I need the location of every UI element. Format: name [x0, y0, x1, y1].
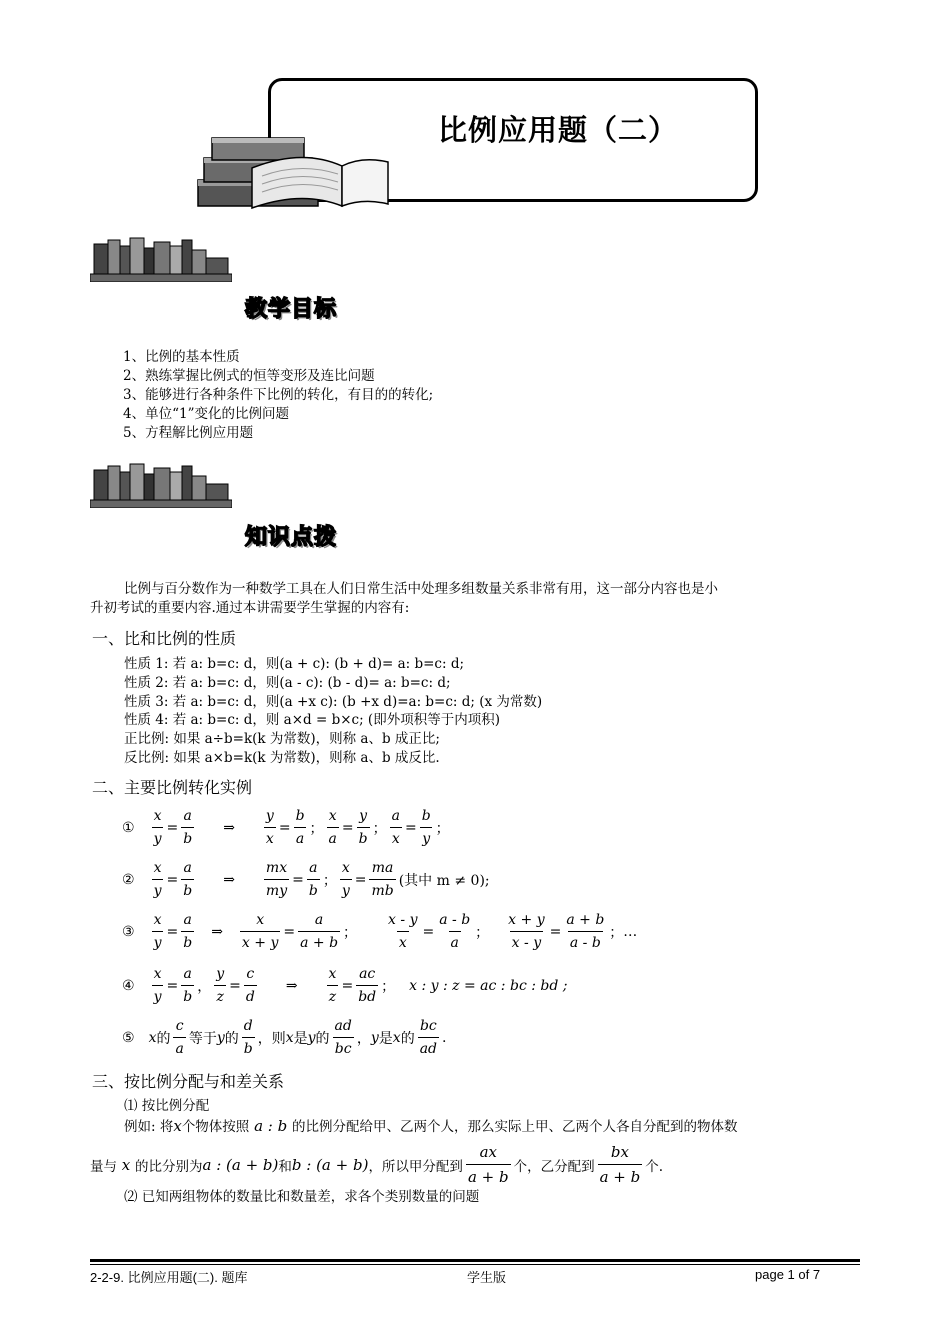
list-item: 5、方程解比例应用题 — [123, 425, 254, 441]
example-marker: ③ — [122, 923, 135, 940]
list-item: 1、比例的基本性质 — [123, 349, 240, 365]
properties-list — [124, 655, 542, 768]
intro-line-1: 比例与百分数作为一种数学工具在人们日常生活中处理多组数量关系非常有用，这一部分内容也是小 — [124, 581, 718, 597]
example-2-note: (其中 m ≠ 0); — [398, 872, 490, 889]
property-item: 正比例: 如果 a÷b=k(k 为常数)，则称 a、b 成正比; — [124, 731, 440, 748]
footer-edition: 学生版 — [467, 1270, 507, 1285]
property-item: 性质 1: 若 a: b=c: d，则(a + c): (b + d)= a: b=c: d; — [124, 656, 465, 672]
open-book-icon — [252, 157, 388, 208]
example-marker: ① — [122, 819, 135, 836]
list-item: 4、单位“1”变化的比例问题 — [123, 406, 289, 422]
example-4: ④ $\frac{x}{y}$ = $\frac{a}{b}$ ， $\frac{y}{z}$ = $\frac{c}{d}$ ⇒ $\frac{x}{z}$ = $\frac{ac}{bd}$ ； x : y : z = ac : bc : bd ; — [122, 966, 568, 1005]
footer-divider — [90, 1264, 860, 1265]
bookshelf-icon — [90, 236, 232, 282]
heading-conversions: 二、主要比例转化实例 — [92, 778, 253, 797]
example-2: ② $\frac{x}{y}$ = $\frac{a}{b}$ ⇒ $\frac{mx}{my}$ = $\frac{a}{b}$ ； $\frac{x}{y}$ = $\frac{ma}{mb}$ (其中 m ≠ 0); — [122, 860, 490, 899]
bookshelf-icon — [90, 462, 232, 508]
section-title-knowledge: 知识点拨 — [245, 525, 338, 550]
example-4-chain: x : y : z = ac : bc : bd ; — [409, 977, 568, 994]
heading-distribution: 三、按比例分配与和差关系 — [92, 1072, 285, 1091]
footer-doc-id: 2-2-9. 比例应用题(二). 题库 — [90, 1270, 248, 1285]
example-5: ⑤ x 的 $\frac{c}{a}$ 等于 y 的 $\frac{d}{b}$ ，则 x 是 y 的 $\frac{ad}{bc}$ ， y 是 x 的 $\frac{bc}{ad}$ . — [122, 1018, 447, 1057]
dist-item-1: ⑴ 按比例分配 — [124, 1098, 210, 1114]
dist-example-line-2: 量与 x 的比分别为 a : (a + b) 和 b : (a + b) ，所以甲分配到 $\frac{ax}{a + b}$ 个，乙分配到 $\frac{bx}{a + b}$ 个. — [90, 1143, 664, 1186]
heading-properties: 一、比和比例的性质 — [92, 629, 237, 648]
goals-list — [123, 348, 433, 443]
example-marker: ② — [122, 871, 135, 888]
books-illustration-icon — [192, 128, 392, 214]
example-marker: ④ — [122, 977, 135, 994]
intro-line-2: 升初考试的重要内容.通过本讲需要学生掌握的内容有: — [90, 600, 410, 616]
section-title-goals: 教学目标 — [245, 297, 338, 322]
property-item: 反比例: 如果 a×b=k(k 为常数)，则称 a、b 成反比. — [124, 749, 440, 766]
footer-divider — [90, 1259, 860, 1262]
example-marker: ⑤ — [122, 1029, 135, 1046]
property-item: 性质 4: 若 a: b=c: d，则 a×d = b×c; (即外项积等于内项积) — [124, 712, 500, 729]
ellipsis: … — [623, 923, 638, 940]
page-title: 比例应用题（二） — [438, 113, 679, 147]
example-1: ① $\frac{x}{y}$ = $\frac{a}{b}$ ⇒ $\frac{y}{x}$ = $\frac{b}{a}$ ； $\frac{x}{a}$ = $\frac{y}{b}$ ； $\frac{a}{x}$ = $\frac{b}{y}$ ； — [122, 808, 450, 847]
list-item: 2、熟练掌握比例式的恒等变形及连比问题 — [123, 368, 375, 384]
dist-item-2: ⑵ 已知两组物体的数量比和数量差，求各个类别数量的问题 — [124, 1189, 480, 1205]
footer-page-number: page 1 of 7 — [755, 1267, 821, 1282]
dist-example-line-1: 例如: 将x个物体按照 a : b 的比例分配给甲、乙两个人，那么实际上甲、乙两个人各自分配到的物体数 — [124, 1117, 738, 1135]
property-item: 性质 2: 若 a: b=c: d，则(a - c): (b - d)= a: b=c: d; — [124, 674, 451, 691]
example-3: ③ $\frac{x}{y}$ = $\frac{a}{b}$ ⇒ $\frac{x}{x + y}$ = $\frac{a}{a + b}$ ； $\frac{x - y}{x}$ = $\frac{a - b}{a}$ ； $\frac{x + y}{x - y}$ = $\frac{a + b}{a - b}$ ； … — [122, 912, 638, 951]
list-item: 3、能够进行各种条件下比例的转化，有目的的转化; — [123, 387, 434, 403]
property-item: 性质 3: 若 a: b=c: d，则(a +x c): (b +x d)=a: b=c: d; (x 为常数) — [124, 693, 543, 710]
